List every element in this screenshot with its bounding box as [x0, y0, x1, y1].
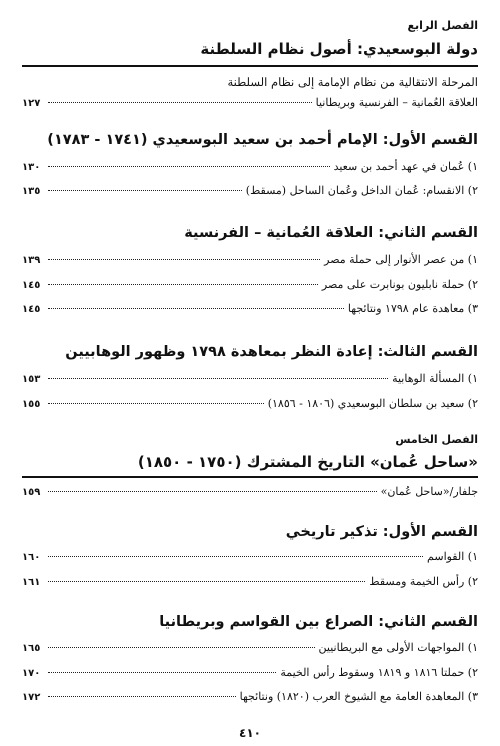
- entry-page: ١٦٥: [22, 643, 41, 654]
- chapter-5-title: «ساحل عُمان» التاريخ المشترك (١٧٥٠ - ١٨٥٠): [137, 453, 478, 471]
- toc-entry: [22, 397, 478, 413]
- chapter-4-intro-line: المرحلة الانتقالية من نظام الإمامة إلى نظام السلطنة: [227, 75, 478, 89]
- section-5-2-title: القسم الثاني: الصراع بين القواسم وبريطانيا: [159, 614, 478, 630]
- chapter-5-label: الفصل الخامس: [395, 433, 478, 446]
- toc-entry: [22, 550, 478, 566]
- entry-page: ١٣٩: [22, 255, 41, 266]
- entry-page: ١٦٠: [22, 552, 41, 563]
- toc-entry: [22, 485, 478, 501]
- entry-text: ١) عُمان في عهد أحمد بن سعيد: [333, 160, 478, 173]
- section-5-1-title: القسم الأول: تذكير تاريخي: [285, 524, 478, 540]
- entry-page: ١٣٥: [22, 186, 41, 197]
- chapter-5-rule: [22, 476, 478, 478]
- entry-page: ١٥٣: [22, 374, 41, 385]
- toc-entry: [22, 641, 478, 657]
- entry-text: العلاقة العُمانية – الفرنسية وبريطانيا: [315, 96, 478, 109]
- leader-dots: [48, 308, 344, 309]
- chapter-4-label: الفصل الرابع: [407, 19, 478, 32]
- entry-text: ١) القواسم: [427, 550, 478, 563]
- entry-text: ٢) رأس الخيمة ومسقط: [369, 575, 478, 588]
- entry-page: ١٢٧: [22, 98, 41, 109]
- entry-page: ١٧٢: [22, 692, 41, 703]
- entry-text: ٢) حملة نابليون بونابرت على مصر: [321, 278, 478, 291]
- entry-page: ١٥٥: [22, 399, 41, 410]
- section-2-title: القسم الثاني: العلاقة العُمانية – الفرنسية: [184, 225, 478, 241]
- toc-entry: [22, 302, 478, 318]
- entry-text: ٢) الانقسام: عُمان الداخل وعُمان الساحل (مسقط): [245, 184, 478, 197]
- leader-dots: [48, 378, 388, 379]
- toc-entry: [22, 666, 478, 682]
- toc-entry: [22, 160, 478, 176]
- entry-text: ٢) حملتا ١٨١٦ و ١٨١٩ وسقوط رأس الخيمة: [280, 666, 478, 679]
- chapter-4-rule: [22, 65, 478, 67]
- entry-text: ١) المواجهات الأولى مع البريطانيين: [318, 641, 478, 654]
- entry-page: ١٤٥: [22, 304, 41, 315]
- entry-text: ١) من عصر الأنوار إلى حملة مصر: [324, 253, 478, 266]
- leader-dots: [48, 581, 365, 582]
- entry-page: ١٦١: [22, 577, 41, 588]
- page-number: ٤١٠: [239, 726, 261, 740]
- toc-entry: [22, 96, 478, 112]
- toc-entry: [22, 253, 478, 269]
- leader-dots: [48, 403, 264, 404]
- leader-dots: [48, 284, 318, 285]
- leader-dots: [48, 491, 377, 492]
- section-3-title: القسم الثالث: إعادة النظر بمعاهدة ١٧٩٨ وظهور الوهابيين: [65, 344, 478, 360]
- leader-dots: [48, 102, 312, 103]
- toc-entry: [22, 575, 478, 591]
- entry-text: جلفار/«ساحل عُمان»: [380, 485, 478, 498]
- leader-dots: [48, 647, 315, 648]
- toc-entry: [22, 690, 478, 706]
- entry-page: ١٧٠: [22, 668, 41, 679]
- section-1-title: القسم الأول: الإمام أحمد بن سعيد البوسعيدي (١٧٤١ - ١٧٨٣): [47, 132, 478, 148]
- entry-page: ١٤٥: [22, 280, 41, 291]
- toc-entry: [22, 278, 478, 294]
- entry-text: ٢) سعيد بن سلطان البوسعيدي (١٨٠٦ - ١٨٥٦): [267, 397, 478, 410]
- entry-text: ١) المسألة الوهابية: [392, 372, 478, 385]
- leader-dots: [48, 190, 242, 191]
- toc-entry: [22, 184, 478, 200]
- entry-text: ٣) المعاهدة العامة مع الشيوخ العرب (١٨٢٠) ونتائجها: [239, 690, 478, 703]
- toc-entry: [22, 372, 478, 388]
- leader-dots: [48, 696, 236, 697]
- leader-dots: [48, 259, 320, 260]
- entry-text: ٣) معاهدة عام ١٧٩٨ ونتائجها: [347, 302, 478, 315]
- entry-page: ١٣٠: [22, 162, 41, 173]
- leader-dots: [48, 166, 330, 167]
- leader-dots: [48, 556, 423, 557]
- chapter-4-title: دولة البوسعيدي: أصول نظام السلطنة: [200, 40, 478, 58]
- entry-page: ١٥٩: [22, 487, 41, 498]
- leader-dots: [48, 672, 276, 673]
